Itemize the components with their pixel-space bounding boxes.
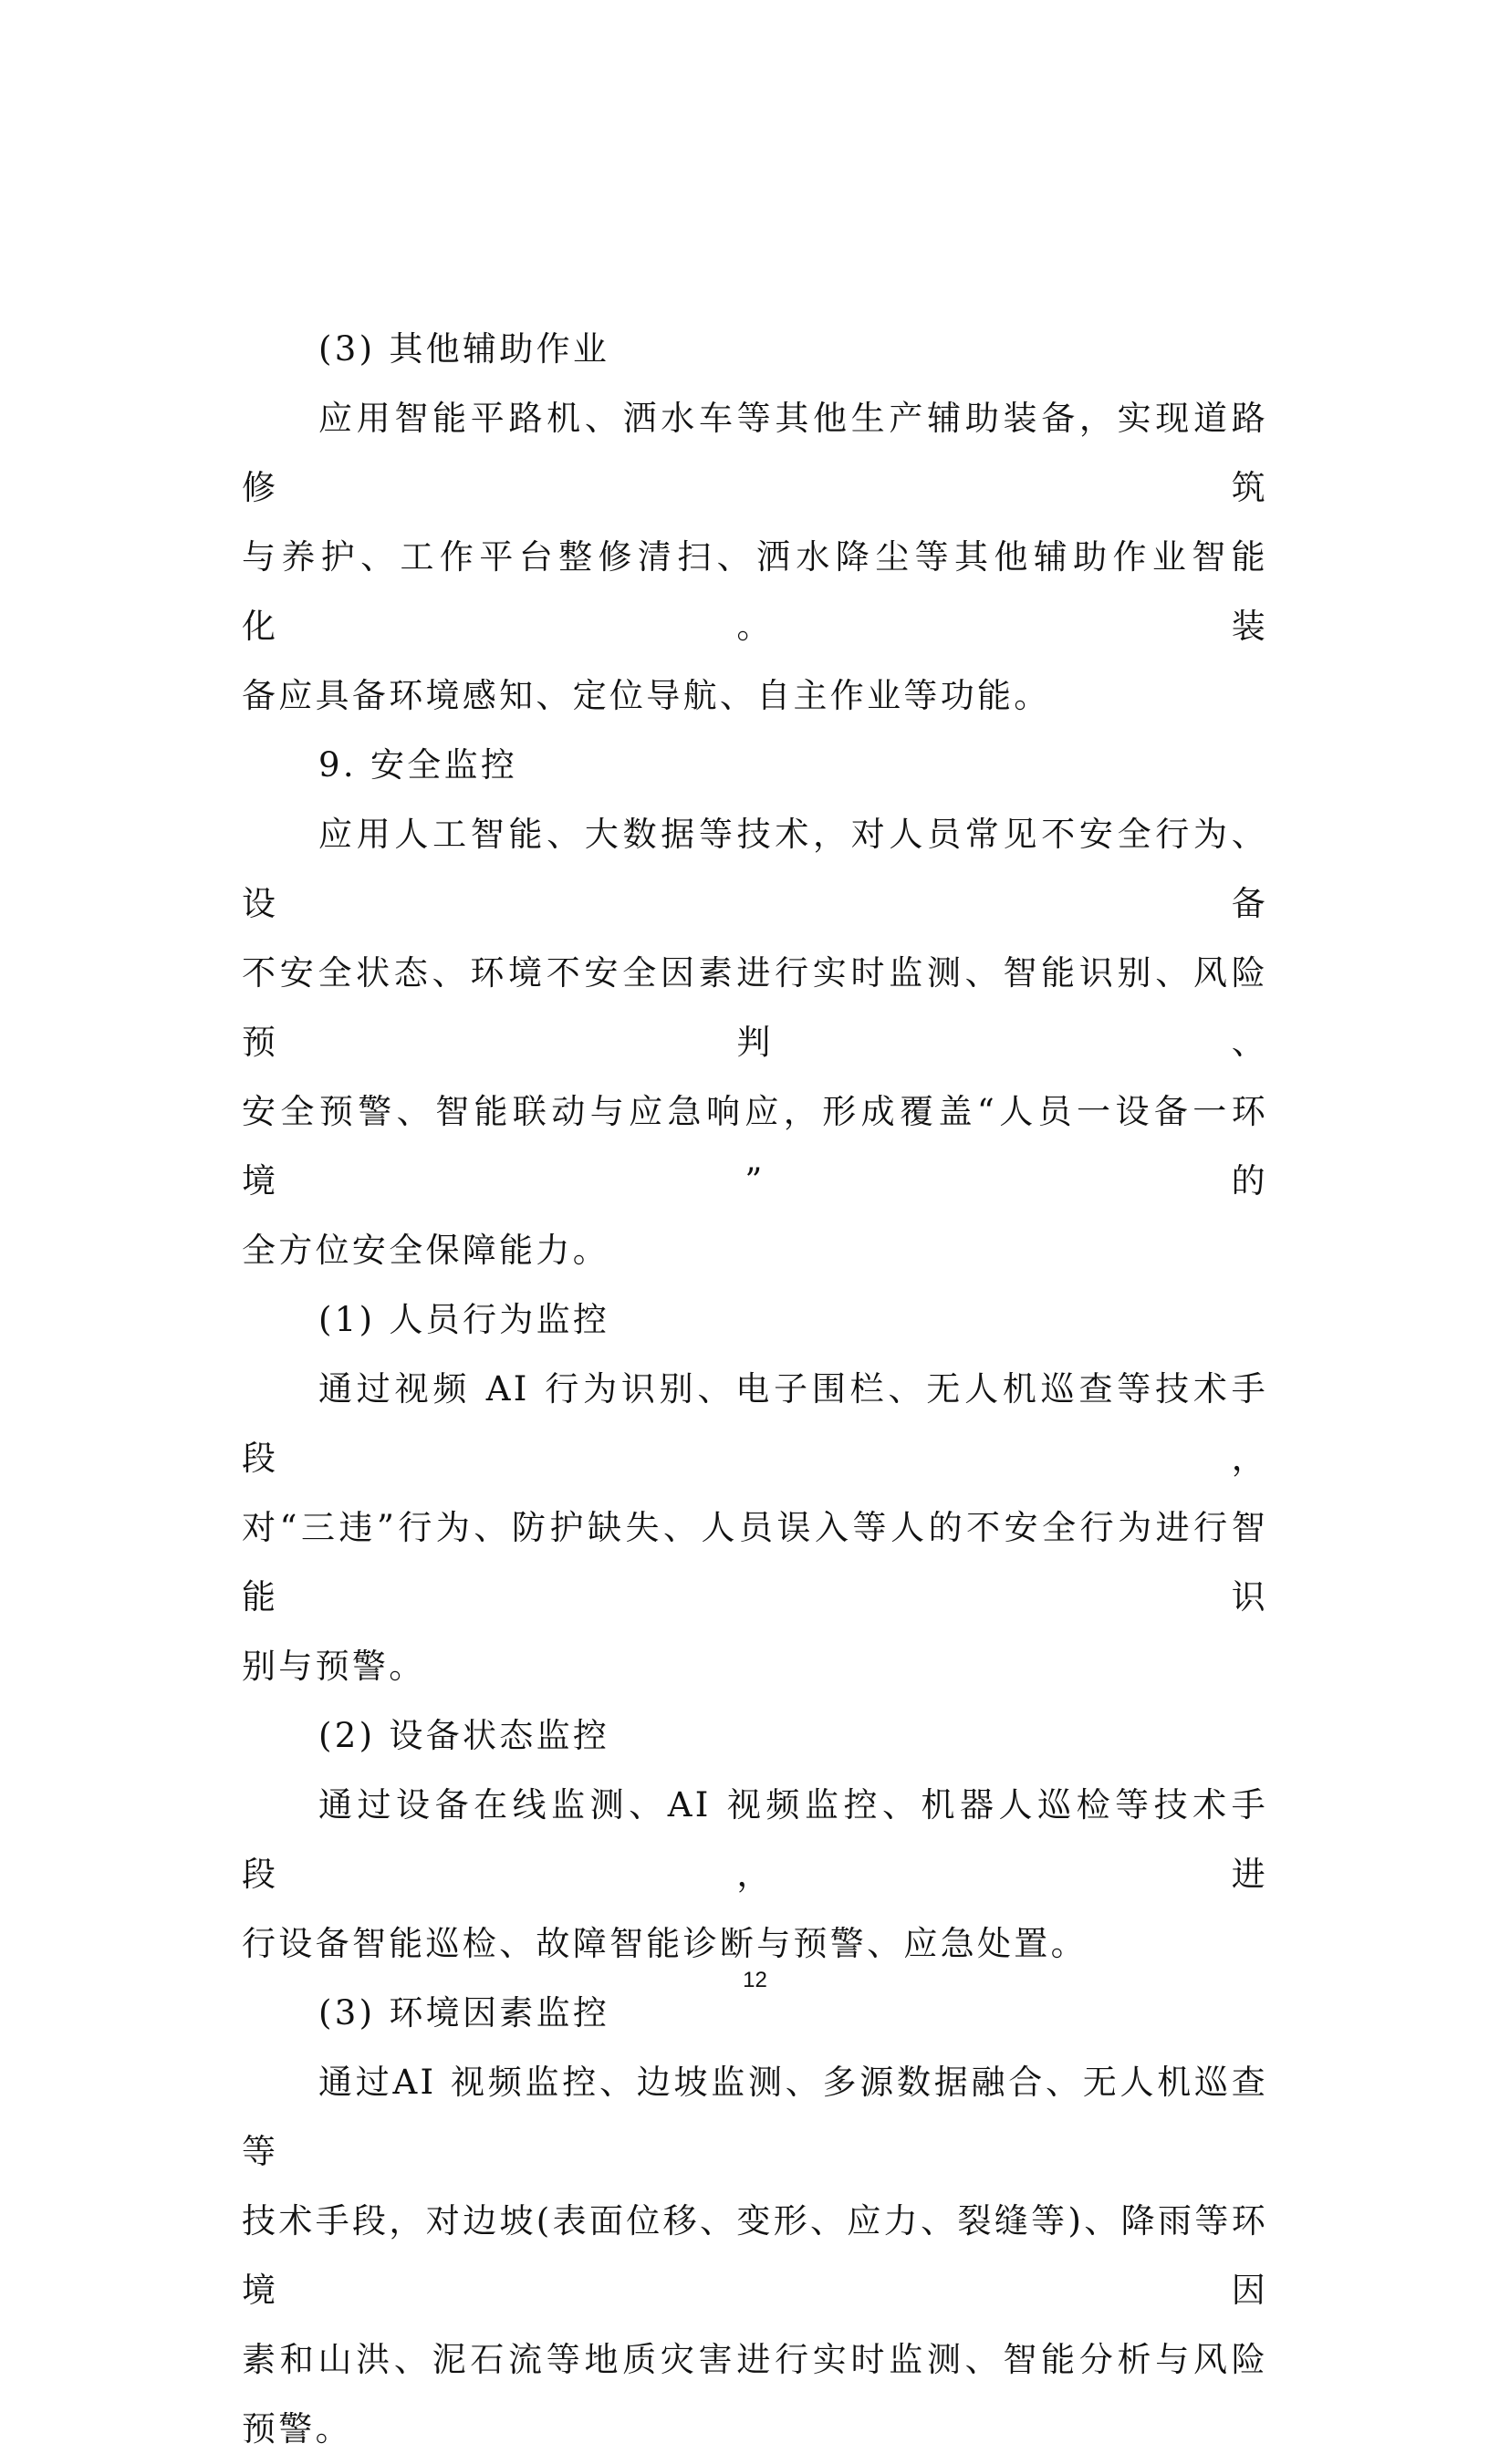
paragraph-line: 别与预警。 [242,1647,426,1686]
heading-personnel-behavior-monitoring: (1) 人员行为监控 [318,1300,610,1339]
paragraph-environmental-factor-monitoring [242,2048,1268,2464]
paragraph-safety-monitoring [242,800,1268,1285]
paragraph-line: 安全预警、智能联动与应急响应，形成覆盖“人员一设备一环境”的 [242,1092,1268,1201]
paragraph-line: 全方位安全保障能力。 [242,1231,609,1270]
paragraph-line: 行设备智能巡检、故障智能诊断与预警、应急处置。 [242,1924,1088,1963]
paragraph-personnel-behavior-monitoring [242,1355,1268,1701]
paragraph-auxiliary-equipment [242,384,1268,731]
paragraph-line: 预警。 [242,2409,352,2448]
heading-other-auxiliary-operations: (3) 其他辅助作业 [318,329,610,369]
paragraph-line: 应用智能平路机、洒水车等其他生产辅助装备，实现道路修筑 [242,399,1268,507]
paragraph-line: 不安全状态、环境不安全因素进行实时监测、智能识别、风险预判、 [242,953,1268,1062]
paragraph-line: 通过AI 视频监控、边坡监测、多源数据融合、无人机巡查等 [242,2063,1268,2171]
paragraph-line: 对“三违”行为、防护缺失、人员误入等人的不安全行为进行智能识 [242,1508,1268,1617]
paragraph-line: 备应具备环境感知、定位导航、自主作业等功能。 [242,676,1051,715]
document-body [242,315,1268,2464]
paragraph-equipment-status-monitoring [242,1771,1268,1979]
paragraph-line: 通过设备在线监测、AI 视频监控、机器人巡检等技术手段，进 [242,1785,1268,1894]
paragraph-line: 素和山洪、泥石流等地质灾害进行实时监测、智能分析与风险 [242,2340,1268,2379]
paragraph-line: 通过视频 AI 行为识别、电子围栏、无人机巡查等技术手段， [242,1369,1268,1478]
page-number: 12 [743,1968,767,1992]
paragraph-line: 与养护、工作平台整修清扫、洒水降尘等其他辅助作业智能化。装 [242,537,1268,646]
heading-equipment-status-monitoring: (2) 设备状态监控 [318,1716,610,1755]
paragraph-line: 技术手段，对边坡(表面位移、变形、应力、裂缝等)、降雨等环境因 [242,2201,1268,2310]
heading-safety-monitoring: 9. 安全监控 [318,745,518,785]
paragraph-line: 应用人工智能、大数据等技术，对人员常见不安全行为、设备 [242,815,1268,923]
heading-environmental-factor-monitoring: (3) 环境因素监控 [318,1993,610,2033]
